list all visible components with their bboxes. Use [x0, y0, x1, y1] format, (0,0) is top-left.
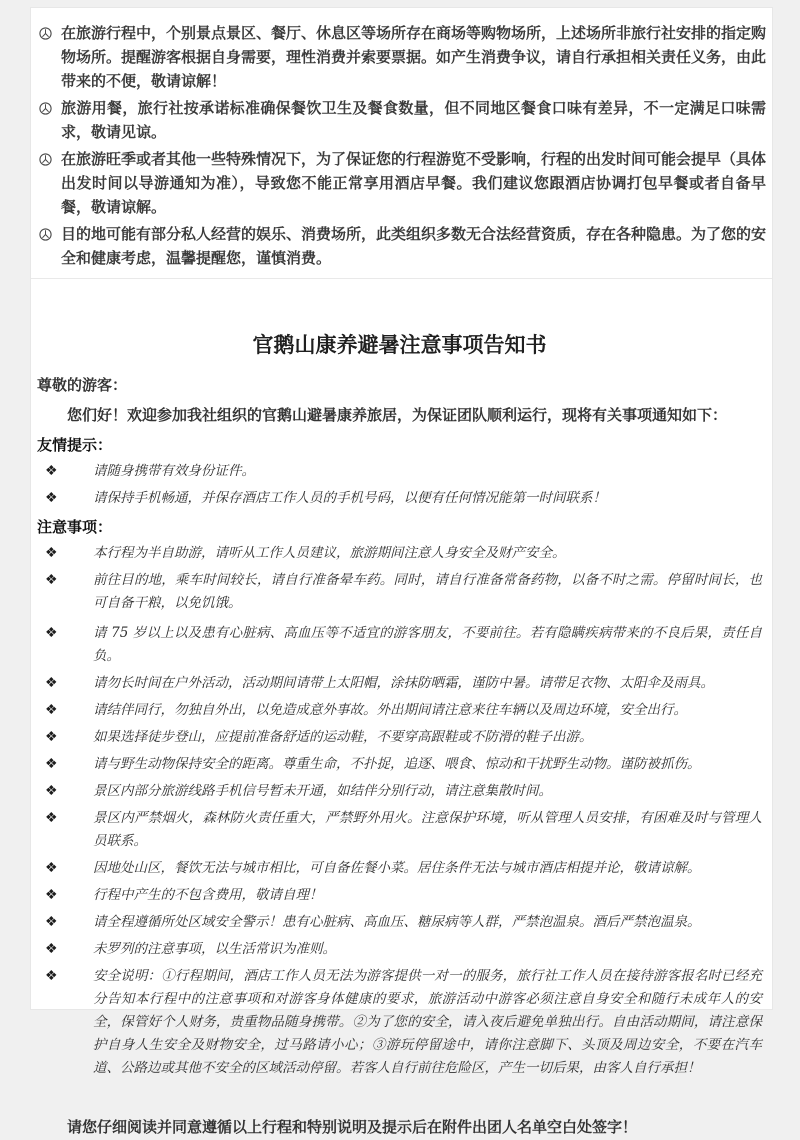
closing-instruction: 请您仔细阅读并同意遵循以上行程和特别说明及提示后在附件出团人名单空白处签字！ — [67, 1119, 638, 1136]
top-notice-text: 在旅游旺季或者其他一些特殊情况下，为了保证您的行程游览不受影响，行程的出发时间可能会提早（具体出发时间以导游通知为准），导致您不能正常享用酒店早餐。我们建议您跟酒店协调打包早餐或者自备早餐，敬请谅解。 — [61, 151, 767, 216]
note-text: 本行程为半自助游，请听从工作人员建议，旅游期间注意人身安全及财产安全。 — [93, 545, 566, 561]
note-item — [37, 622, 762, 668]
tip-text: 请随身携带有效身份证件。 — [93, 463, 255, 479]
note-text: 请与野生动物保持安全的距离。尊重生命，不扑捉，追逐、喂食、惊动和干扰野生动物。谨防被抓伤。 — [93, 756, 701, 772]
clock-bullet-icon — [39, 153, 52, 166]
top-notice-item — [31, 148, 766, 220]
diamond-bullet-icon: ❖ — [45, 625, 58, 641]
note-item — [37, 911, 762, 934]
note-text: 如果选择徒步登山，应提前准备舒适的运动鞋，不要穿高跟鞋或不防滑的鞋子出游。 — [93, 729, 593, 745]
note-item — [37, 884, 762, 907]
note-item — [37, 780, 762, 803]
diamond-bullet-icon: ❖ — [45, 490, 58, 506]
tip-text: 请保持手机畅通，并保存酒店工作人员的手机号码，以便有任何情况能第一时间联系！ — [93, 490, 606, 506]
top-notice-list — [31, 8, 772, 276]
top-notice-item — [31, 97, 766, 145]
document-title: 官鹅山康养避暑注意事项告知书 — [252, 334, 547, 357]
note-text: 请全程遵循所处区域安全警示！患有心脏病、高血压、糖尿病等人群，严禁泡温泉。酒后严禁泡温泉。 — [93, 914, 701, 930]
note-item — [37, 938, 762, 961]
diamond-bullet-icon: ❖ — [45, 729, 58, 745]
salutation: 尊敬的游客： — [37, 377, 128, 394]
note-text: 前往目的地，乘车时间较长，请自行准备晕车药。同时，请自行准备常备药物，以备不时之需。停留时间长，也可自备干粮，以免饥饿。 — [93, 572, 762, 611]
intro-paragraph: 您们好！欢迎参加我社组织的官鹅山避暑康养旅居，为保证团队顺利运行，现将有关事项通知如下： — [67, 407, 728, 424]
note-text: 请 75 岁以上以及患有心脏病、高血压等不适宜的游客朋友，不要前往。若有隐瞒疾病带来的不良后果，责任自负。 — [93, 625, 762, 664]
diamond-bullet-icon: ❖ — [45, 675, 58, 691]
top-notice-text: 旅游用餐，旅行社按承诺标准确保餐饮卫生及餐食数量，但不同地区餐食口味有差异，不一定满足口味需求，敬请见谅。 — [61, 100, 766, 141]
tip-item — [37, 487, 762, 510]
document-card — [30, 7, 773, 1136]
note-text: 请结伴同行，勿独自外出，以免造成意外事故。外出期间请注意来往车辆以及周边环境，安全出行。 — [93, 702, 687, 718]
diamond-bullet-icon: ❖ — [45, 887, 58, 903]
diamond-bullet-icon: ❖ — [45, 783, 58, 799]
note-item — [37, 542, 762, 565]
diamond-bullet-icon: ❖ — [45, 941, 58, 957]
note-item — [37, 726, 762, 749]
clock-bullet-icon — [39, 228, 52, 241]
notes-heading: 注意事项： — [37, 519, 113, 536]
note-text: 因地处山区，餐饮无法与城市相比，可自备佐餐小菜。居住条件无法与城市酒店相提并论，敬请谅解。 — [93, 860, 701, 876]
note-item — [37, 699, 762, 722]
note-item — [37, 753, 762, 776]
diamond-bullet-icon: ❖ — [45, 810, 58, 826]
note-text: 请勿长时间在户外活动，活动期间请带上太阳帽，涂抹防晒霜，谨防中暑。请带足衣物、太阳伞及雨具。 — [93, 675, 714, 691]
note-text: 景区内严禁烟火，森林防火责任重大，严禁野外用火。注意保护环境，听从管理人员安排，有困难及时与管理人员联系。 — [93, 810, 762, 849]
diamond-bullet-icon: ❖ — [45, 756, 58, 772]
tip-item — [37, 460, 762, 483]
top-notice-text: 在旅游行程中，个别景点景区、餐厅、休息区等场所存在商场等购物场所，上述场所非旅行社安排的指定购物场所。提醒游客根据自身需要，理性消费并索要票据。如产生消费争议，请自行承担相关责任义务，由此带来的不便，敬请谅解！ — [61, 25, 767, 90]
top-notice-text: 目的地可能有部分私人经营的娱乐、消费场所，此类组织多数无合法经营资质，存在各种隐患。为了您的安全和健康考虑，温馨提醒您，谨慎消费。 — [61, 226, 767, 267]
diamond-bullet-icon: ❖ — [45, 545, 58, 561]
note-text: 安全说明：①行程期间，酒店工作人员无法为游客提供一对一的服务，旅行社工作人员在接待游客报名时已经充分告知本行程中的注意事项和对游客身体健康的要求，旅游活动中游客必须注意自身安全和随行未成年人的安全，保管好个人财务，贵重物品随身携带。②为了您的安全，请入夜后避免单独出行。自由活动期间，请注意保护自身人生安全及财物安全，过马路请小心；③游玩停留途中，请你注意脚下、头顶及周边安全，不要在汽车道、公路边或其他不安全的区域活动停留。若客人自行前往危险区，产生一切后果，由客人自行承担！ — [93, 968, 762, 1076]
top-notice-item — [31, 223, 766, 271]
diamond-bullet-icon: ❖ — [45, 463, 58, 479]
note-item — [37, 569, 762, 615]
diamond-bullet-icon: ❖ — [45, 702, 58, 718]
notes-list — [37, 542, 762, 1080]
friendly-tips-list — [37, 460, 762, 510]
note-item — [37, 672, 762, 695]
clock-bullet-icon — [39, 27, 52, 40]
note-item — [37, 807, 762, 853]
note-item — [37, 857, 762, 880]
note-text: 未罗列的注意事项，以生活常识为准则。 — [93, 941, 336, 957]
note-item — [37, 965, 762, 1080]
note-text: 景区内部分旅游线路手机信号暂未开通，如结伴分别行动，请注意集散时间。 — [93, 783, 552, 799]
friendly-tips-heading: 友情提示： — [37, 437, 113, 454]
note-text: 行程中产生的不包含费用，敬请自理！ — [93, 887, 323, 903]
diamond-bullet-icon: ❖ — [45, 572, 58, 588]
section-divider — [31, 278, 772, 279]
diamond-bullet-icon: ❖ — [45, 860, 58, 876]
diamond-bullet-icon: ❖ — [45, 914, 58, 930]
notice-document — [31, 329, 772, 1140]
clock-bullet-icon — [39, 102, 52, 115]
top-notice-item — [31, 22, 766, 94]
diamond-bullet-icon: ❖ — [45, 968, 58, 984]
